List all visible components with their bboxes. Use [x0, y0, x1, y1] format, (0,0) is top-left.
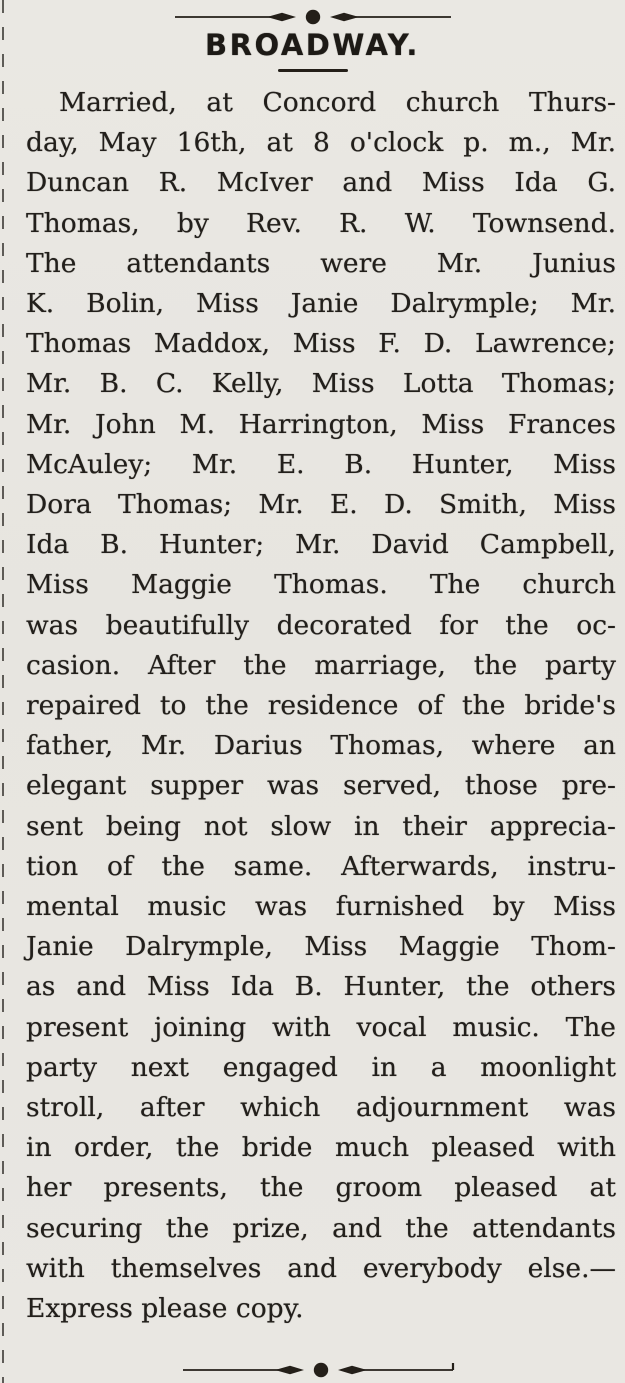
- diamond-dot-rule-icon: [181, 1360, 461, 1378]
- article-line: Janie Dalrymple, Miss Maggie Thom-: [26, 931, 616, 963]
- article-line: Express please copy.: [26, 1293, 304, 1325]
- article-line: casion. After the marriage, the party: [26, 649, 616, 681]
- article-line: mental music was furnished by Miss: [26, 891, 616, 923]
- article-line: Duncan R. McIver and Miss Ida G.: [26, 167, 616, 199]
- article-line: McAuley; Mr. E. B. Hunter, Miss: [26, 448, 616, 480]
- article-line: Dora Thomas; Mr. E. D. Smith, Miss: [26, 489, 616, 521]
- diamond-dot-rule-icon: [173, 9, 453, 25]
- article-line: as and Miss Ida B. Hunter, the others: [26, 971, 616, 1003]
- article-line: was beautifully decorated for the oc-: [26, 609, 616, 641]
- article-line: stroll, after which adjournment was: [26, 1092, 616, 1124]
- article-line: Ida B. Hunter; Mr. David Campbell,: [26, 529, 616, 561]
- article-line: father, Mr. Darius Thomas, where an: [26, 730, 616, 762]
- article-line: her presents, the groom pleased at: [26, 1172, 616, 1204]
- article-body: [0, 72, 625, 1329]
- article-line: Mr. John M. Harrington, Miss Frances: [26, 408, 616, 440]
- article-title: BROADWAY.: [205, 28, 420, 62]
- article-line: sent being not slow in their apprecia-: [26, 810, 616, 842]
- article-line: Married, at Concord church Thurs-: [59, 87, 616, 118]
- article-line: repaired to the residence of the bride's: [26, 690, 616, 722]
- article-line: elegant supper was served, those pre-: [26, 770, 616, 802]
- article-line: tion of the same. Afterwards, instru-: [26, 850, 616, 882]
- article-line: present joining with vocal music. The: [26, 1011, 616, 1043]
- article-line: K. Bolin, Miss Janie Dalrymple; Mr.: [26, 288, 616, 320]
- article-line: day, May 16th, at 8 o'clock p. m., Mr.: [26, 127, 616, 159]
- article-line: in order, the bride much pleased with: [26, 1132, 616, 1164]
- article-line: securing the prize, and the attendants: [26, 1212, 616, 1244]
- article-line: Miss Maggie Thomas. The church: [26, 569, 616, 601]
- article-line: Thomas, by Rev. R. W. Townsend.: [26, 207, 616, 239]
- article-line: with themselves and everybody else.—: [26, 1252, 616, 1284]
- article-line: party next engaged in a moonlight: [26, 1051, 616, 1083]
- column-divider-rule: [2, 0, 4, 1383]
- article-line: The attendants were Mr. Junius: [26, 247, 616, 279]
- article-line: Mr. B. C. Kelly, Miss Lotta Thomas;: [26, 368, 616, 400]
- article-line: Thomas Maddox, Miss F. D. Lawrence;: [26, 328, 616, 360]
- article-header: [0, 0, 625, 72]
